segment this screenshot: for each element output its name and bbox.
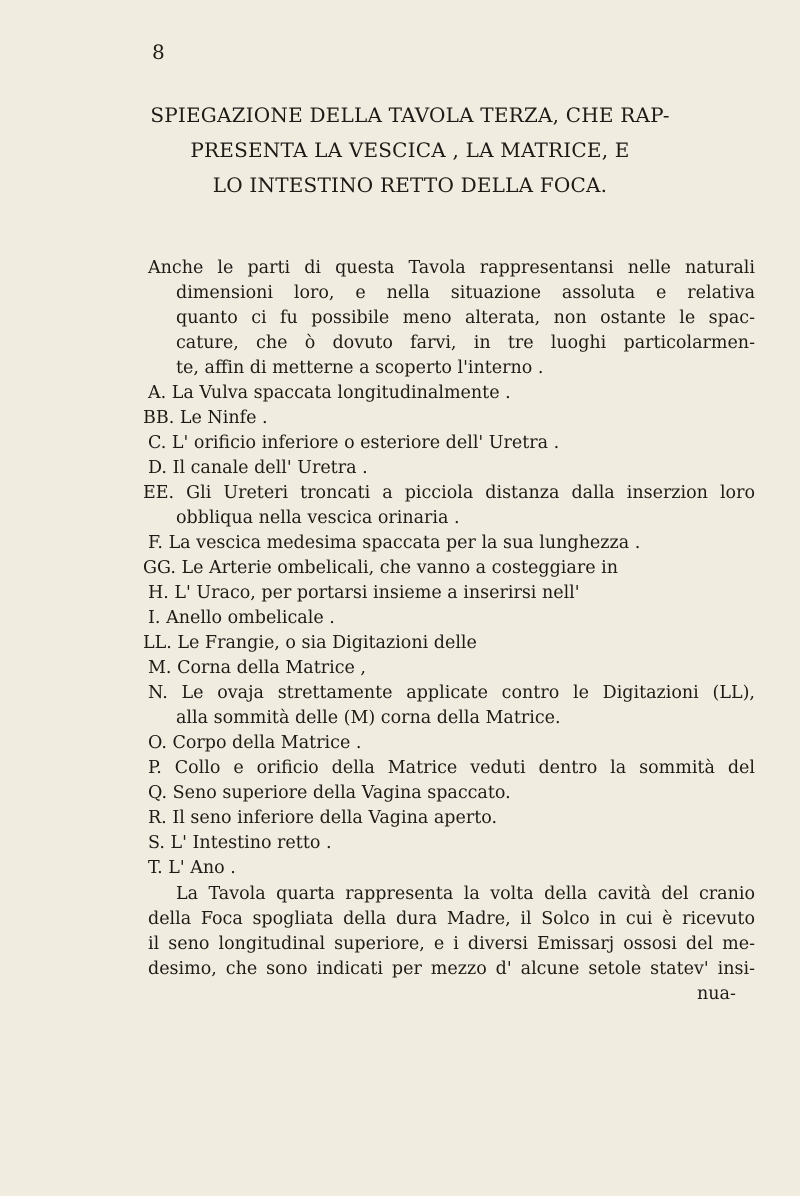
legend-item-s: [148, 831, 332, 856]
legend-key: BB.: [143, 408, 175, 428]
legend-key: P.: [148, 758, 162, 778]
legend-key: S.: [148, 833, 165, 853]
legend-item-n: [148, 681, 755, 706]
title-line-2: PRESENTA LA VESCICA , LA MATRICE, E: [190, 138, 630, 162]
title-line-1: SPIEGAZIONE DELLA TAVOLA TERZA, CHE RAP-: [150, 103, 670, 127]
legend-text: L' Ano .: [168, 858, 236, 878]
legend-key: A.: [148, 383, 167, 403]
legend-text: Il seno inferiore della Vagina aperto.: [172, 808, 498, 828]
closing-line-3: il seno longitudinal superiore, e i diversi Emissarj ossosi del me-: [148, 934, 755, 954]
legend-text: Gli Ureteri troncati a picciola distanza dalla inserzion loro: [186, 483, 755, 503]
legend-key: C.: [148, 433, 167, 453]
legend-item-p: [148, 756, 755, 781]
intro-line-3: quanto ci fu possibile meno alterata, non ostante le spac-: [176, 308, 755, 328]
legend-key: M.: [148, 658, 172, 678]
title-line-3: LO INTESTINO RETTO DELLA FOCA.: [212, 173, 608, 197]
legend-key: O.: [148, 733, 167, 753]
legend-item-o: [148, 731, 361, 756]
intro-line-1: Anche le parti di questa Tavola rappresentansi nelle naturali: [148, 258, 755, 278]
legend-key: N.: [148, 683, 168, 703]
legend-key: LL.: [143, 633, 172, 653]
legend-text: Le Frangie, o sia Digitazioni delle: [177, 633, 477, 653]
legend-item-ee-cont: obbliqua nella vescica orinaria .: [176, 508, 460, 528]
legend-item-gg: [143, 556, 618, 581]
closing-line-4: desimo, che sono indicati per mezzo d' alcune setole statev' insi-: [148, 959, 755, 979]
intro-line-4: cature, che ò dovuto farvi, in tre luoghi particolarmen-: [176, 333, 755, 353]
legend-text: Le Arterie ombelicali, che vanno a costeggiare in: [181, 558, 618, 578]
legend-key: F.: [148, 533, 163, 553]
catchword: nua-: [697, 984, 736, 1004]
page-number: 8: [152, 40, 165, 64]
legend-item-a: [148, 381, 511, 406]
legend-text: Il canale dell' Uretra .: [172, 458, 368, 478]
closing-line-2: della Foca spogliata della dura Madre, il Solco in cui è ricevuto: [148, 909, 755, 929]
legend-key: R.: [148, 808, 167, 828]
legend-item-i: [148, 606, 335, 631]
legend-key: EE.: [143, 483, 175, 503]
legend-text: L' Uraco, per portarsi insieme a inserirsi nell': [174, 583, 580, 603]
legend-key: GG.: [143, 558, 176, 578]
legend-item-d: [148, 456, 368, 481]
legend-text: Le ovaja strettamente applicate contro le Digitazioni (LL),: [181, 683, 755, 703]
legend-key: T.: [148, 858, 163, 878]
legend-item-q: [148, 781, 511, 806]
legend-key: D.: [148, 458, 167, 478]
legend-text: La vescica medesima spaccata per la sua lunghezza .: [168, 533, 641, 553]
legend-text: La Vulva spaccata longitudinalmente .: [171, 383, 511, 403]
legend-key: I.: [148, 608, 161, 628]
legend-item-m: [148, 656, 366, 681]
legend-item-h: [148, 581, 580, 606]
legend-item-n-cont: alla sommità delle (M) corna della Matrice.: [176, 708, 561, 728]
legend-text: Corpo della Matrice .: [172, 733, 362, 753]
legend-text: L' Intestino retto .: [170, 833, 332, 853]
legend-item-bb: [143, 406, 268, 431]
legend-item-f: [148, 531, 640, 556]
legend-item-t: [148, 856, 236, 881]
legend-key: Q.: [148, 783, 168, 803]
legend-text: Anello ombelicale .: [166, 608, 335, 628]
section-title: [90, 98, 730, 203]
legend-key: H.: [148, 583, 169, 603]
legend-text: Corna della Matrice ,: [177, 658, 366, 678]
legend-text: Seno superiore della Vagina spaccato.: [172, 783, 511, 803]
legend-text: Le Ninfe .: [179, 408, 268, 428]
legend-text: L' orificio inferiore o esteriore dell' Uretra .: [171, 433, 560, 453]
closing-line-1: La Tavola quarta rappresenta la volta della cavità del cranio: [176, 884, 755, 904]
legend-text: Collo e orificio della Matrice veduti dentro la sommità del: [174, 758, 755, 778]
legend-item-ll: [143, 631, 477, 656]
legend-item-ee: [143, 481, 755, 506]
legend-item-c: [148, 431, 559, 456]
legend-item-r: [148, 806, 497, 831]
intro-line-2: dimensioni loro, e nella situazione assoluta e relativa: [176, 283, 755, 303]
intro-line-5: te, affin di metterne a scoperto l'interno .: [176, 358, 544, 378]
